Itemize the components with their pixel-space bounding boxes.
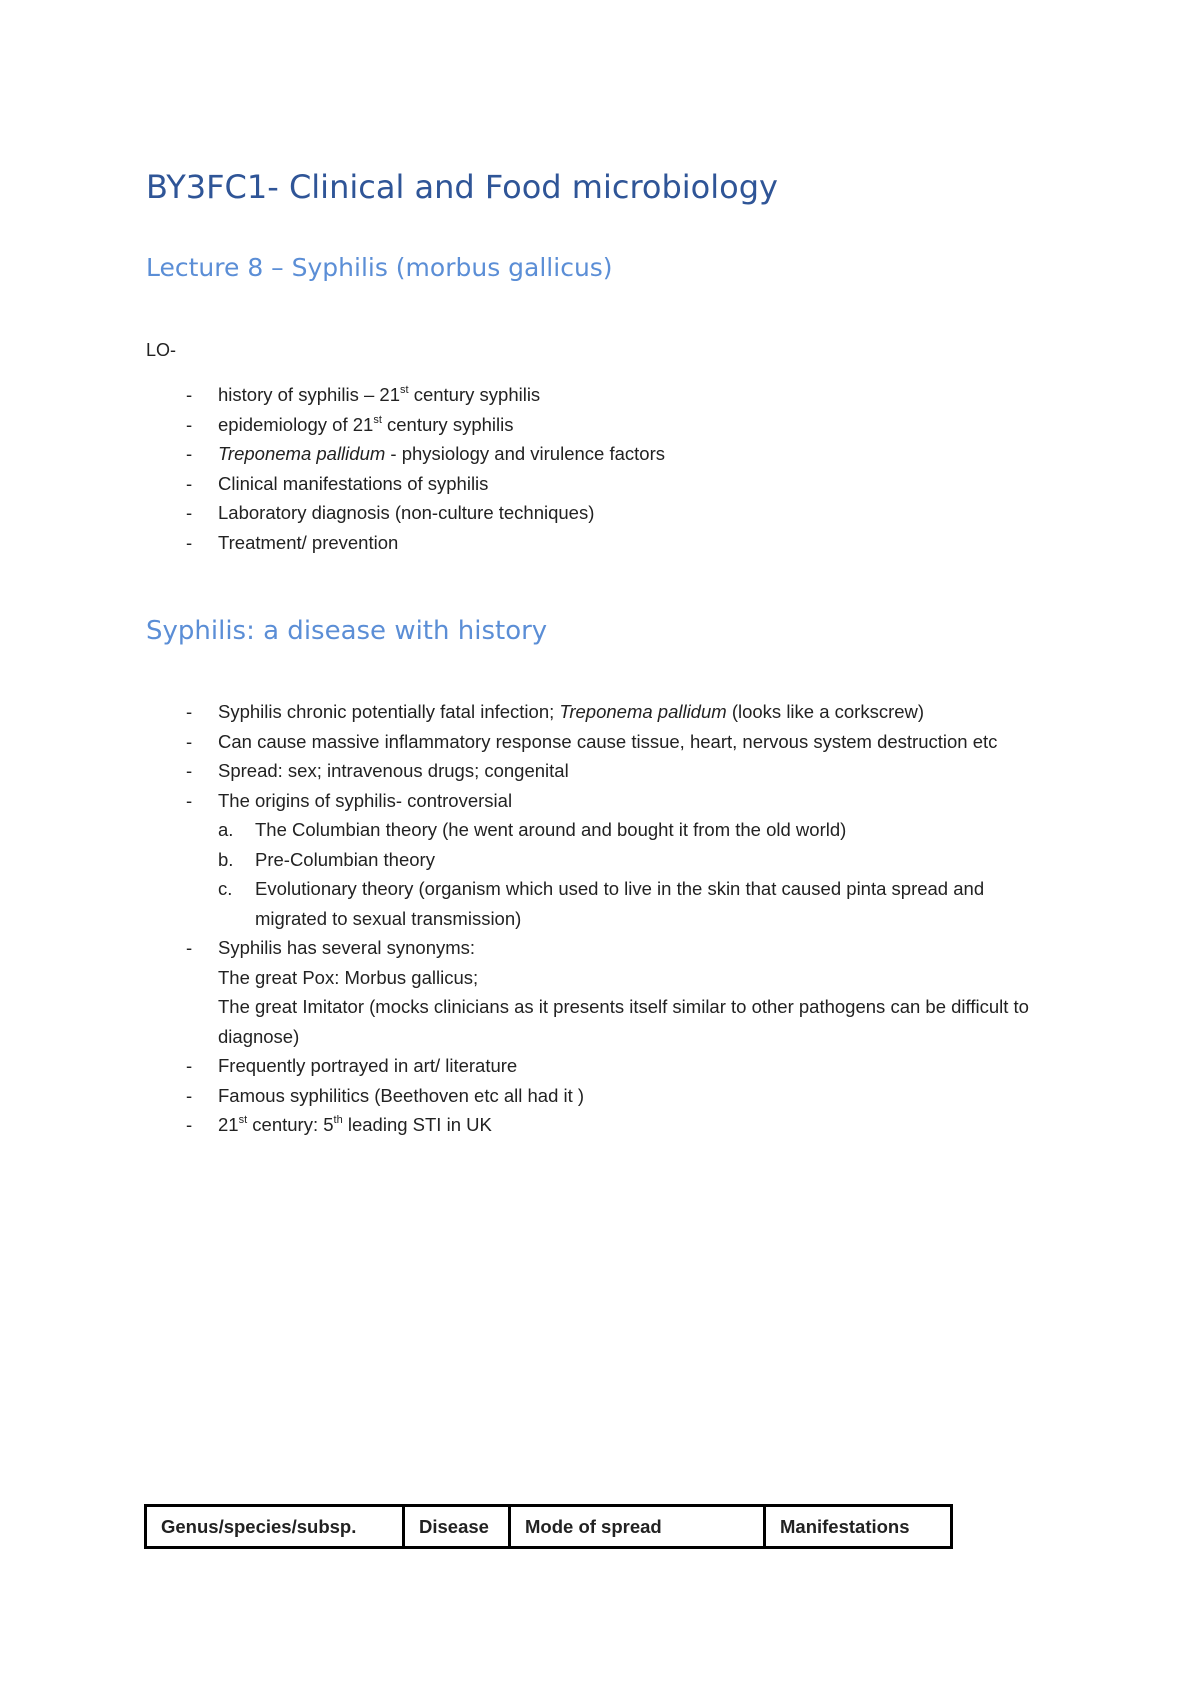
table-header-cell: Disease	[404, 1506, 510, 1548]
history-list	[146, 697, 1046, 1140]
list-item: - Spread: sex; intravenous drugs; congenital	[146, 756, 1046, 786]
list-item: - Treatment/ prevention	[146, 528, 1046, 558]
list-item: - history of syphilis – 21st century syphilis	[146, 380, 1046, 410]
list-item: - Laboratory diagnosis (non-culture techniques)	[146, 498, 1046, 528]
list-item: - Frequently portrayed in art/ literature	[146, 1051, 1046, 1081]
organism-table	[144, 1504, 953, 1549]
sublist-item: b. Pre-Columbian theory	[218, 848, 435, 870]
list-item: - Can cause massive inflammatory response cause tissue, heart, nervous system destruction etc	[146, 727, 1046, 757]
learning-outcomes-label: LO-	[146, 340, 177, 360]
list-item: - Treponema pallidum - physiology and virulence factors	[146, 439, 1046, 469]
table-header-row	[146, 1506, 952, 1548]
list-item: - The origins of syphilis- controversial a. The Columbian theory (he went around and bought it from the old world) b. Pre-Columbian theory c. Evolutionary theory (organism which used to live in the skin that caused pinta spread and migrated to sexual transmission)	[146, 786, 1046, 934]
list-item: - 21st century: 5th leading STI in UK	[146, 1110, 1046, 1140]
list-item: - Syphilis chronic potentially fatal infection; Treponema pallidum (looks like a corkscrew)	[146, 697, 1046, 727]
list-item: - Clinical manifestations of syphilis	[146, 469, 1046, 499]
sublist-item: a. The Columbian theory (he went around and bought it from the old world)	[218, 819, 847, 840]
table-header-cell: Genus/species/subsp.	[146, 1506, 404, 1548]
section-heading-history: Syphilis: a disease with history	[146, 616, 548, 646]
list-item: - Famous syphilitics (Beethoven etc all had it )	[146, 1081, 1046, 1111]
lecture-title: Lecture 8 – Syphilis (morbus gallicus)	[146, 253, 613, 282]
sublist-item: c. Evolutionary theory (organism which used to live in the skin that caused pinta spread and migrated to sexual transmission)	[218, 878, 985, 929]
origins-sublist	[218, 815, 1046, 933]
document-title: BY3FC1- Clinical and Food microbiology	[146, 168, 778, 206]
learning-outcomes-list	[146, 380, 1046, 557]
list-item: - Syphilis has several synonyms: The great Pox: Morbus gallicus; The great Imitator (mocks clinicians as it presents itself similar to other pathogens can be difficult to diagnose)	[146, 933, 1046, 1051]
list-item: - epidemiology of 21st century syphilis	[146, 410, 1046, 440]
table-header-cell: Mode of spread	[510, 1506, 765, 1548]
table-header-cell: Manifestations	[765, 1506, 952, 1548]
